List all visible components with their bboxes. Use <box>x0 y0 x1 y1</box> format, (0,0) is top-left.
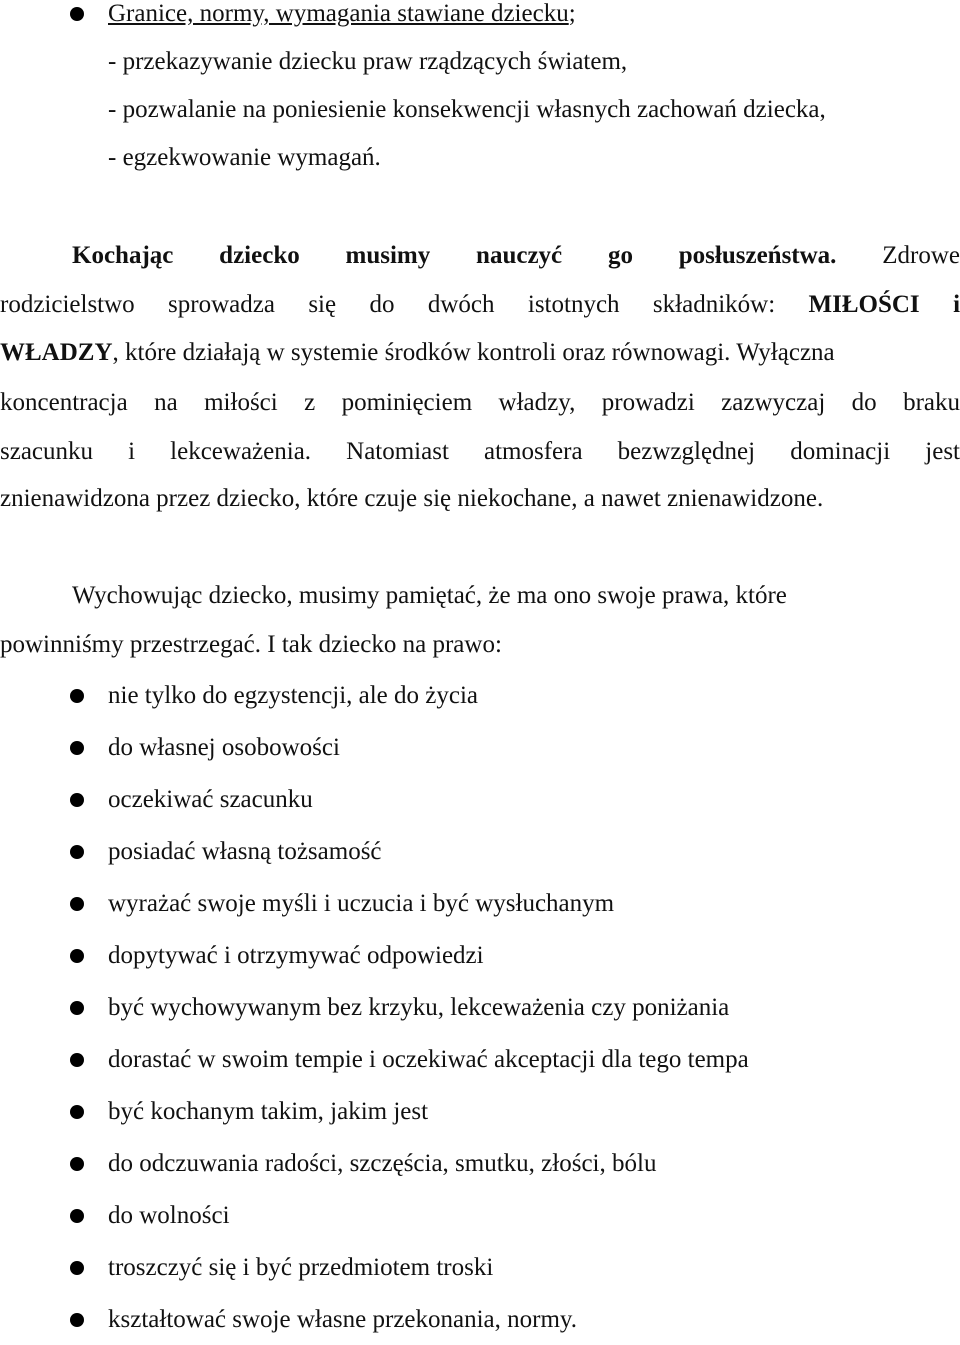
paragraph-line: Wychowując dziecko, musimy pamiętać, że ma ono swoje prawa, które <box>72 582 787 609</box>
list-item: do wolności <box>108 1202 230 1229</box>
paragraph-line <box>72 231 960 281</box>
paragraph-line: znienawidzona przez dziecko, które czuje się niekochane, a nawet znienawidzone. <box>0 485 824 512</box>
list-item: oczekiwać szacunku <box>108 786 313 813</box>
paragraph-line <box>0 328 960 378</box>
bullet-icon <box>70 689 84 703</box>
bullet-icon <box>70 1053 84 1067</box>
list-item: do własnej osobowości <box>108 734 340 761</box>
bullet-icon <box>70 845 84 859</box>
text-span: rodzicielstwo sprowadza się do dwóch istotnych składników: <box>0 291 776 318</box>
list-item: dopytywać i otrzymywać odpowiedzi <box>108 942 484 969</box>
list-item: do odczuwania radości, szczęścia, smutku, złości, bólu <box>108 1150 657 1177</box>
bullet-icon <box>70 1001 84 1015</box>
bullet-icon <box>70 741 84 755</box>
section-item: - pozwalanie na poniesienie konsekwencji własnych zachowań dziecka, <box>108 96 826 123</box>
text-span: Zdrowe <box>882 242 960 269</box>
bullet-icon <box>70 7 84 21</box>
section-heading <box>108 0 948 39</box>
bullet-icon <box>70 949 84 963</box>
section-item: - przekazywanie dziecku praw rządzących światem, <box>108 48 628 75</box>
bold-phrase: WŁADZY <box>0 339 113 366</box>
list-item: wyrażać swoje myśli i uczucia i być wysłuchanym <box>108 890 615 917</box>
paragraph-line: koncentracja na miłości z pominięciem władzy, prowadzi zazwyczaj do braku <box>0 389 960 416</box>
bold-phrase: i <box>953 291 960 318</box>
section-heading-suffix: ; <box>568 0 576 27</box>
bullet-icon <box>70 1313 84 1327</box>
bullet-icon <box>70 1209 84 1223</box>
section-heading-text: Granice, normy, wymagania stawiane dziecku <box>108 0 569 27</box>
list-item: kształtować swoje własne przekonania, normy. <box>108 1306 578 1333</box>
list-item: dorastać w swoim tempie i oczekiwać akceptacji dla tego tempa <box>108 1046 749 1073</box>
list-item: nie tylko do egzystencji, ale do życia <box>108 682 479 709</box>
bullet-icon <box>70 1261 84 1275</box>
text-span: , które działają w systemie środków kontroli oraz równowagi. Wyłączna <box>112 339 835 366</box>
bold-phrase: Kochając dziecko musimy nauczyć go posłuszeństwa. <box>72 242 837 269</box>
bullet-icon <box>70 1105 84 1119</box>
bullet-icon <box>70 793 84 807</box>
bold-phrase: MIŁOŚCI <box>808 291 920 318</box>
bullet-icon <box>70 1157 84 1171</box>
bullet-icon <box>70 897 84 911</box>
list-item: posiadać własną tożsamość <box>108 838 382 865</box>
paragraph-line: szacunku i lekceważenia. Natomiast atmosfera bezwzględnej dominacji jest <box>0 438 960 465</box>
paragraph-line: powinniśmy przestrzegać. I tak dziecko na prawo: <box>0 631 502 658</box>
paragraph-line <box>0 280 960 330</box>
list-item: być kochanym takim, jakim jest <box>108 1098 429 1125</box>
list-item: być wychowywanym bez krzyku, lekceważenia czy poniżania <box>108 994 730 1021</box>
section-item: - egzekwowanie wymagań. <box>108 144 381 171</box>
list-item: troszczyć się i być przedmiotem troski <box>108 1254 494 1281</box>
